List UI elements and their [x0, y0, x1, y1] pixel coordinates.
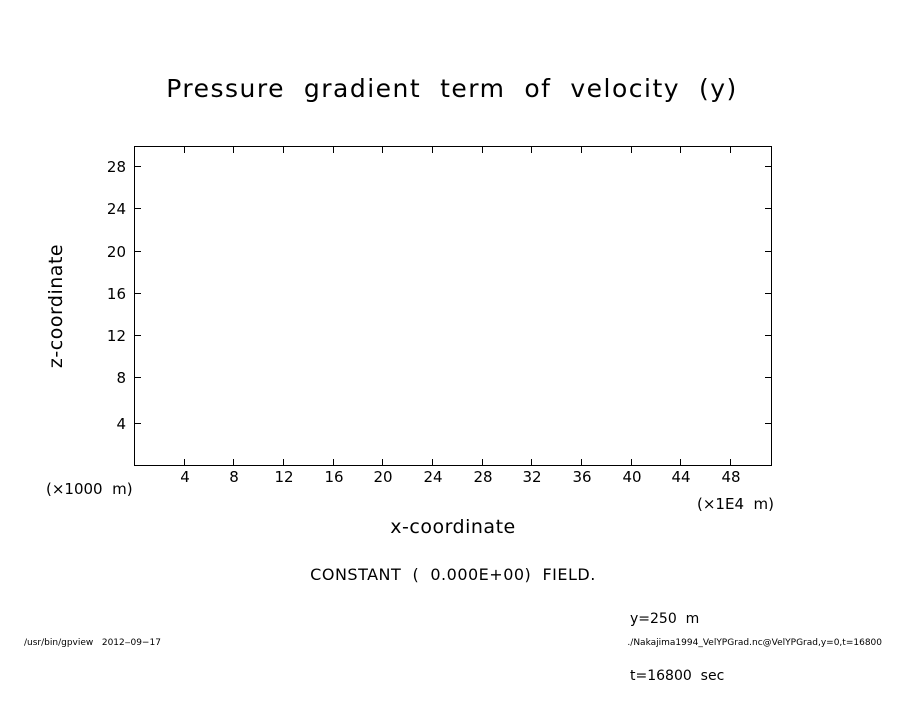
x-tick-label: 4 — [180, 468, 190, 486]
x-tick-label: 8 — [229, 468, 239, 486]
plot-area — [134, 146, 772, 466]
x-tick-label: 48 — [721, 468, 741, 486]
x-tick-top — [631, 146, 632, 153]
x-axis-title: x-coordinate — [390, 516, 516, 538]
x-tick-bottom — [680, 459, 681, 466]
footer-command-date: /usr/bin/gpview 2012‒09−17 — [24, 638, 161, 648]
slice-info-y: y=250 m — [630, 611, 700, 627]
x-tick-bottom — [482, 459, 483, 466]
y-tick-left — [134, 377, 141, 378]
y-tick-label: 4 — [116, 415, 126, 433]
y-tick-left — [134, 335, 141, 336]
x-tick-label: 40 — [622, 468, 642, 486]
y-axis-title: z-coordinate — [45, 243, 67, 369]
slice-info — [630, 572, 724, 724]
x-tick-label: 24 — [423, 468, 443, 486]
x-tick-top — [233, 146, 234, 153]
x-tick-bottom — [184, 459, 185, 466]
x-tick-label: 36 — [572, 468, 592, 486]
y-tick-right — [765, 335, 772, 336]
slice-info-t: t=16800 sec — [630, 668, 725, 684]
x-tick-label: 32 — [522, 468, 542, 486]
x-tick-top — [432, 146, 433, 153]
y-tick-right — [765, 251, 772, 252]
x-tick-top — [581, 146, 582, 153]
x-tick-label: 20 — [373, 468, 393, 486]
x-tick-bottom — [581, 459, 582, 466]
x-tick-top — [184, 146, 185, 153]
y-tick-left — [134, 423, 141, 424]
y-tick-label: 24 — [106, 200, 126, 218]
constant-field-note: CONSTANT ( 0.000E+00) FIELD. — [310, 565, 596, 584]
y-tick-label: 8 — [116, 369, 126, 387]
y-tick-right — [765, 166, 772, 167]
x-tick-label: 44 — [671, 468, 691, 486]
x-unit-note: (×1E4 m) — [697, 495, 774, 513]
x-tick-label: 16 — [324, 468, 344, 486]
x-tick-top — [531, 146, 532, 153]
y-tick-right — [765, 293, 772, 294]
chart-title: Pressure gradient term of velocity (y) — [166, 74, 738, 103]
x-tick-top — [482, 146, 483, 153]
footer-source-path: ./Nakajima1994_VelYPGrad.nc@VelYPGrad,y=0,t=16800 — [627, 638, 882, 648]
y-tick-right — [765, 423, 772, 424]
x-tick-bottom — [730, 459, 731, 466]
x-tick-top — [680, 146, 681, 153]
y-tick-label: 16 — [106, 285, 126, 303]
y-tick-right — [765, 208, 772, 209]
x-tick-bottom — [333, 459, 334, 466]
x-tick-top — [283, 146, 284, 153]
x-tick-bottom — [283, 459, 284, 466]
y-tick-label: 12 — [106, 327, 126, 345]
x-tick-bottom — [631, 459, 632, 466]
x-tick-bottom — [531, 459, 532, 466]
x-tick-label: 12 — [274, 468, 294, 486]
x-tick-bottom — [432, 459, 433, 466]
y-tick-right — [765, 377, 772, 378]
x-tick-bottom — [233, 459, 234, 466]
x-tick-top — [382, 146, 383, 153]
y-tick-label: 20 — [106, 243, 126, 261]
y-tick-left — [134, 208, 141, 209]
y-tick-left — [134, 251, 141, 252]
y-tick-left — [134, 293, 141, 294]
x-tick-bottom — [382, 459, 383, 466]
y-tick-label: 28 — [106, 158, 126, 176]
y-unit-note: (×1000 m) — [46, 480, 133, 498]
x-tick-label: 28 — [473, 468, 493, 486]
y-tick-left — [134, 166, 141, 167]
x-tick-top — [333, 146, 334, 153]
x-tick-top — [730, 146, 731, 153]
